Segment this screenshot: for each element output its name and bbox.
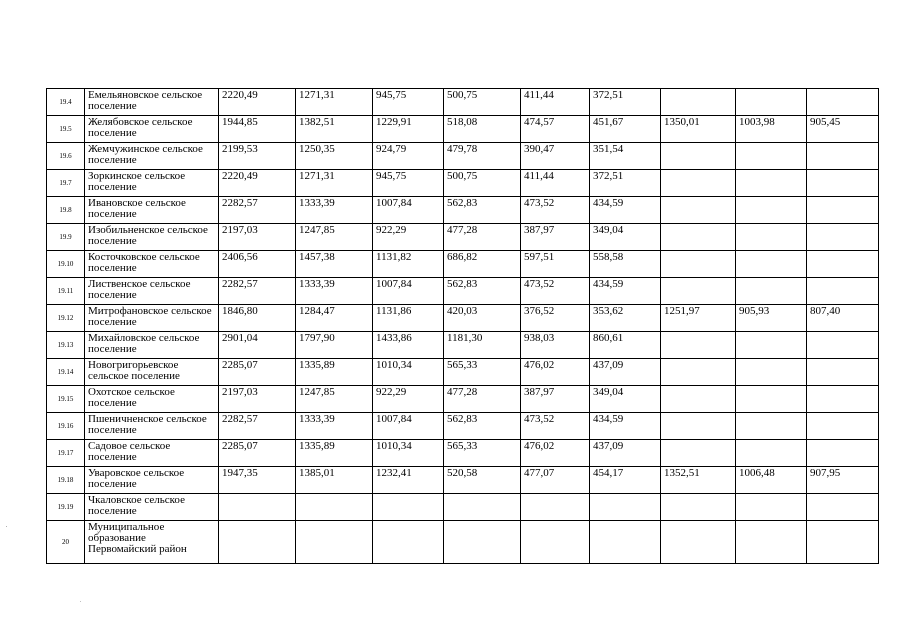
value-cell: 390,47	[521, 143, 590, 170]
row-number: 19.15	[47, 386, 85, 413]
value-cell	[736, 413, 807, 440]
value-cell: 1433,86	[373, 332, 444, 359]
value-cell	[807, 170, 879, 197]
value-cell: 420,03	[444, 305, 521, 332]
settlement-name: Охотское сельское поселение	[85, 386, 219, 413]
value-cell: 924,79	[373, 143, 444, 170]
value-cell: 473,52	[521, 197, 590, 224]
table-row	[47, 413, 879, 440]
scan-speck	[6, 526, 7, 527]
value-cell: 905,45	[807, 116, 879, 143]
value-cell: 1333,39	[296, 197, 373, 224]
row-number: 19.7	[47, 170, 85, 197]
row-number: 19.12	[47, 305, 85, 332]
value-cell	[373, 521, 444, 564]
value-cell	[590, 494, 661, 521]
settlement-name: Изобильненское сельское поселение	[85, 224, 219, 251]
value-cell: 477,28	[444, 224, 521, 251]
value-cell: 1010,34	[373, 359, 444, 386]
table-row	[47, 386, 879, 413]
settlement-name: Лиственское сельское поселение	[85, 278, 219, 305]
value-cell: 597,51	[521, 251, 590, 278]
value-cell: 434,59	[590, 413, 661, 440]
value-cell	[736, 521, 807, 564]
value-cell: 473,52	[521, 413, 590, 440]
value-cell: 907,95	[807, 467, 879, 494]
value-cell	[807, 251, 879, 278]
value-cell	[661, 332, 736, 359]
row-number: 20	[47, 521, 85, 564]
value-cell	[807, 332, 879, 359]
scan-speck	[80, 601, 81, 602]
value-cell: 1250,35	[296, 143, 373, 170]
value-cell: 562,83	[444, 413, 521, 440]
row-number: 19.14	[47, 359, 85, 386]
value-cell	[736, 143, 807, 170]
row-number: 19.18	[47, 467, 85, 494]
value-cell: 860,61	[590, 332, 661, 359]
value-cell: 477,28	[444, 386, 521, 413]
row-number: 19.8	[47, 197, 85, 224]
value-cell: 1251,97	[661, 305, 736, 332]
value-cell: 474,57	[521, 116, 590, 143]
value-cell: 1335,89	[296, 440, 373, 467]
table-row	[47, 224, 879, 251]
table-row	[47, 332, 879, 359]
row-number: 19.19	[47, 494, 85, 521]
value-cell: 2285,07	[219, 440, 296, 467]
value-cell: 922,29	[373, 224, 444, 251]
value-cell: 905,93	[736, 305, 807, 332]
value-cell	[661, 440, 736, 467]
value-cell: 353,62	[590, 305, 661, 332]
row-number: 19.17	[47, 440, 85, 467]
value-cell: 387,97	[521, 386, 590, 413]
value-cell	[807, 224, 879, 251]
value-cell: 1247,85	[296, 224, 373, 251]
value-cell	[661, 413, 736, 440]
value-cell	[521, 494, 590, 521]
value-cell: 1333,39	[296, 278, 373, 305]
row-number: 19.10	[47, 251, 85, 278]
value-cell	[444, 521, 521, 564]
settlement-name: Пшеничненское сельское поселение	[85, 413, 219, 440]
value-cell	[736, 89, 807, 116]
value-cell	[736, 251, 807, 278]
value-cell: 518,08	[444, 116, 521, 143]
value-cell	[807, 521, 879, 564]
value-cell	[807, 143, 879, 170]
value-cell: 477,07	[521, 467, 590, 494]
value-cell	[807, 494, 879, 521]
value-cell: 1006,48	[736, 467, 807, 494]
value-cell: 376,52	[521, 305, 590, 332]
value-cell: 479,78	[444, 143, 521, 170]
value-cell	[590, 521, 661, 564]
value-cell: 434,59	[590, 278, 661, 305]
value-cell: 1947,35	[219, 467, 296, 494]
settlement-name: Садовое сельское поселение	[85, 440, 219, 467]
row-number: 19.5	[47, 116, 85, 143]
value-cell	[373, 494, 444, 521]
value-cell: 1352,51	[661, 467, 736, 494]
table-row	[47, 170, 879, 197]
value-cell	[736, 440, 807, 467]
value-cell	[661, 170, 736, 197]
value-cell	[807, 413, 879, 440]
settlement-name: Новогригорьевское сельское поселение	[85, 359, 219, 386]
value-cell: 2285,07	[219, 359, 296, 386]
settlement-name: Желябовское сельское поселение	[85, 116, 219, 143]
value-cell: 938,03	[521, 332, 590, 359]
value-cell: 411,44	[521, 170, 590, 197]
value-cell: 2282,57	[219, 413, 296, 440]
row-number: 19.13	[47, 332, 85, 359]
value-cell: 1271,31	[296, 170, 373, 197]
value-cell: 562,83	[444, 197, 521, 224]
value-cell: 1350,01	[661, 116, 736, 143]
row-number: 19.11	[47, 278, 85, 305]
value-cell: 1229,91	[373, 116, 444, 143]
value-cell: 807,40	[807, 305, 879, 332]
value-cell	[807, 386, 879, 413]
value-cell: 1271,31	[296, 89, 373, 116]
value-cell	[807, 440, 879, 467]
value-cell	[219, 521, 296, 564]
value-cell: 434,59	[590, 197, 661, 224]
table-row	[47, 494, 879, 521]
value-cell: 922,29	[373, 386, 444, 413]
value-cell: 349,04	[590, 386, 661, 413]
value-cell	[807, 359, 879, 386]
value-cell: 349,04	[590, 224, 661, 251]
value-cell: 565,33	[444, 359, 521, 386]
value-cell: 945,75	[373, 170, 444, 197]
value-cell: 1181,30	[444, 332, 521, 359]
table-row	[47, 197, 879, 224]
row-number: 19.16	[47, 413, 85, 440]
value-cell: 372,51	[590, 89, 661, 116]
row-number: 19.9	[47, 224, 85, 251]
value-cell	[296, 521, 373, 564]
settlement-name: Зоркинское сельское поселение	[85, 170, 219, 197]
value-cell: 520,58	[444, 467, 521, 494]
value-cell: 1131,86	[373, 305, 444, 332]
value-cell: 411,44	[521, 89, 590, 116]
settlement-name: Уваровское сельское поселение	[85, 467, 219, 494]
value-cell	[736, 332, 807, 359]
value-cell: 2282,57	[219, 278, 296, 305]
row-number: 19.6	[47, 143, 85, 170]
value-cell: 558,58	[590, 251, 661, 278]
value-cell	[661, 143, 736, 170]
value-cell	[521, 521, 590, 564]
value-cell: 1846,80	[219, 305, 296, 332]
table-row	[47, 278, 879, 305]
table-body	[47, 89, 879, 564]
value-cell	[736, 197, 807, 224]
value-cell: 2197,03	[219, 224, 296, 251]
value-cell: 1232,41	[373, 467, 444, 494]
value-cell: 351,54	[590, 143, 661, 170]
value-cell	[807, 197, 879, 224]
value-cell	[661, 224, 736, 251]
settlement-name: Косточковское сельское поселение	[85, 251, 219, 278]
table-row	[47, 116, 879, 143]
table-row	[47, 521, 879, 564]
value-cell: 1010,34	[373, 440, 444, 467]
value-cell: 1284,47	[296, 305, 373, 332]
value-cell: 1131,82	[373, 251, 444, 278]
settlement-name: Ивановское сельское поселение	[85, 197, 219, 224]
value-cell	[736, 494, 807, 521]
value-cell	[661, 89, 736, 116]
value-cell: 1457,38	[296, 251, 373, 278]
value-cell: 500,75	[444, 89, 521, 116]
tariff-table	[46, 88, 879, 564]
value-cell: 387,97	[521, 224, 590, 251]
table-row	[47, 467, 879, 494]
value-cell	[807, 278, 879, 305]
value-cell	[736, 359, 807, 386]
settlement-name: Жемчужинское сельское поселение	[85, 143, 219, 170]
value-cell	[661, 386, 736, 413]
settlement-name: Митрофановское сельское поселение	[85, 305, 219, 332]
settlement-name: Чкаловское сельское поселение	[85, 494, 219, 521]
value-cell	[807, 89, 879, 116]
value-cell: 1944,85	[219, 116, 296, 143]
value-cell: 372,51	[590, 170, 661, 197]
table-row	[47, 440, 879, 467]
value-cell: 437,09	[590, 359, 661, 386]
value-cell: 1382,51	[296, 116, 373, 143]
value-cell	[736, 224, 807, 251]
value-cell	[219, 494, 296, 521]
value-cell: 476,02	[521, 440, 590, 467]
value-cell: 945,75	[373, 89, 444, 116]
value-cell: 2220,49	[219, 89, 296, 116]
table-row	[47, 359, 879, 386]
value-cell: 2220,49	[219, 170, 296, 197]
value-cell: 2406,56	[219, 251, 296, 278]
value-cell	[661, 251, 736, 278]
settlement-name: Муниципальное образование Первомайский район	[85, 521, 219, 564]
value-cell	[736, 278, 807, 305]
value-cell: 2901,04	[219, 332, 296, 359]
value-cell	[736, 170, 807, 197]
table-row	[47, 143, 879, 170]
row-number: 19.4	[47, 89, 85, 116]
value-cell: 562,83	[444, 278, 521, 305]
value-cell: 1007,84	[373, 278, 444, 305]
value-cell	[661, 521, 736, 564]
value-cell	[296, 494, 373, 521]
table-row	[47, 89, 879, 116]
settlement-name: Емельяновское сельское поселение	[85, 89, 219, 116]
value-cell: 1333,39	[296, 413, 373, 440]
table-row	[47, 305, 879, 332]
value-cell	[661, 278, 736, 305]
value-cell	[661, 494, 736, 521]
value-cell: 1797,90	[296, 332, 373, 359]
value-cell	[444, 494, 521, 521]
value-cell	[661, 359, 736, 386]
value-cell: 1003,98	[736, 116, 807, 143]
value-cell: 1007,84	[373, 413, 444, 440]
value-cell	[736, 386, 807, 413]
value-cell: 2197,03	[219, 386, 296, 413]
value-cell: 437,09	[590, 440, 661, 467]
value-cell: 1335,89	[296, 359, 373, 386]
settlement-name: Михайловское сельское поселение	[85, 332, 219, 359]
value-cell	[661, 197, 736, 224]
value-cell: 565,33	[444, 440, 521, 467]
value-cell: 2282,57	[219, 197, 296, 224]
table-row	[47, 251, 879, 278]
value-cell: 454,17	[590, 467, 661, 494]
value-cell: 473,52	[521, 278, 590, 305]
value-cell: 500,75	[444, 170, 521, 197]
value-cell: 1247,85	[296, 386, 373, 413]
value-cell: 1385,01	[296, 467, 373, 494]
value-cell: 686,82	[444, 251, 521, 278]
value-cell: 476,02	[521, 359, 590, 386]
value-cell: 451,67	[590, 116, 661, 143]
value-cell: 1007,84	[373, 197, 444, 224]
value-cell: 2199,53	[219, 143, 296, 170]
